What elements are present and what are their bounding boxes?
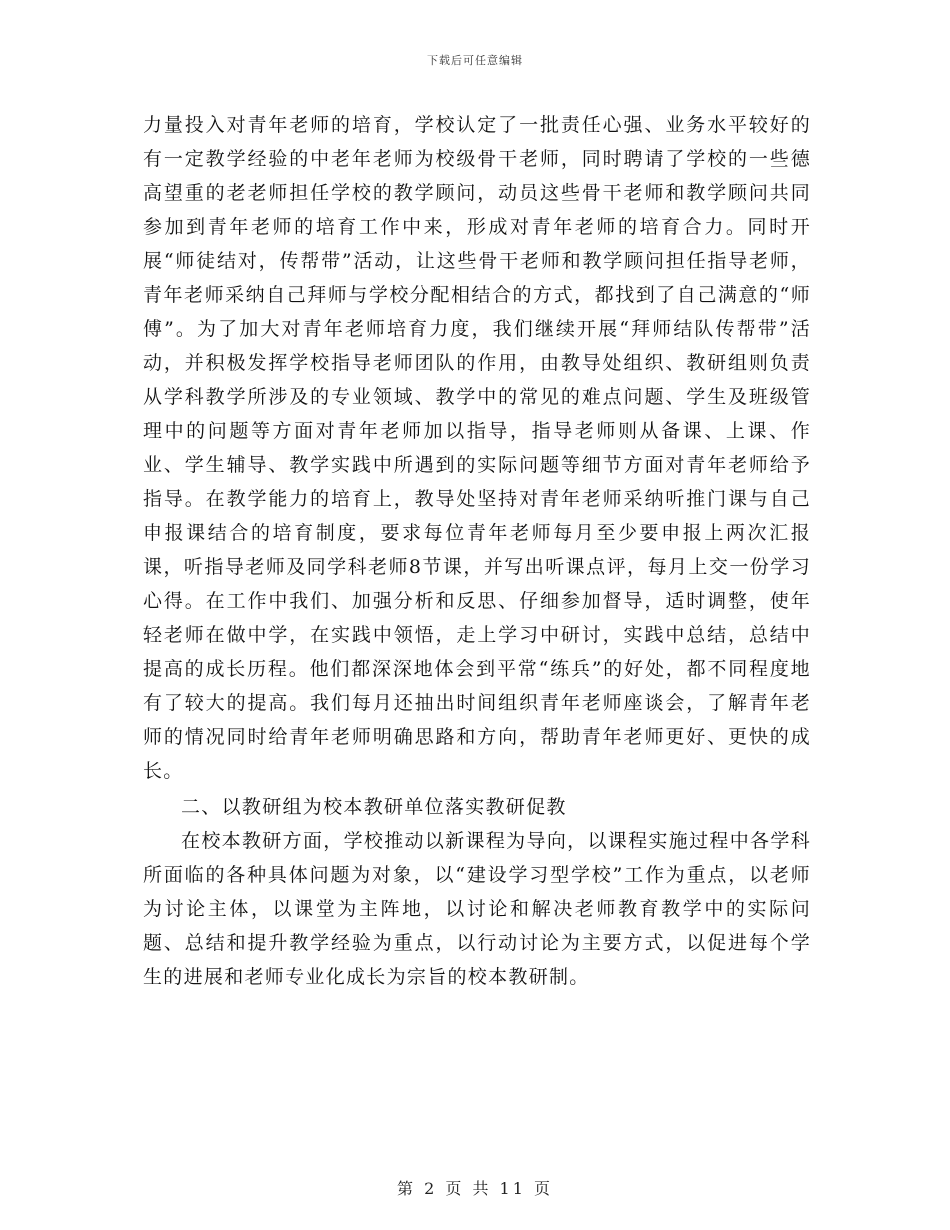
body-paragraph-1: 力量投入对青年老师的培育，学校认定了一批责任心强、业务水平较好的有一定教学经验的中老年老师为校级骨干老师，同时聘请了学校的一些德高望重的老老师担任学校的教学顾问，动员这些骨干老师和教学顾问共同参加到青年老师的培育工作中来，形成对青年老师的培育合力。同时开展“师徒结对，传帮带”活动，让这些骨干老师和教学顾问担任指导老师，青年老师采纳自己拜师与学校分配相结合的方式，都找到了自己满意的“师傅”。为了加大对青年老师培育力度，我们继续开展“拜师结队传帮带”活动，并积极发挥学校指导老师团队的作用，由教导处组织、教研组则负责从学科教学所涉及的专业领域、教学中的常见的难点问题、学生及班级管理中的问题等方面对青年老师加以指导，指导老师则从备课、上课、作业、学生辅导、教学实践中所遇到的实际问题等细节方面对青年老师给予指导。在教学能力的培育上，教导处坚持对青年老师采纳听推门课与自己申报课结合的培育制度，要求每位青年老师每月至少要申报上两次汇报课，听指导老师及同学科老师8节课，并写出听课点评，每月上交一份学习心得。在工作中我们、加强分析和反思、仔细参加督导，适时调整，使年轻老师在做中学，在实践中领悟，走上学习中研讨，实践中总结，总结中提高的成长历程。他们都深深地体会到平常“练兵”的好处，都不同程度地有了较大的提高。我们每月还抽出时间组织青年老师座谈会，了解青年老师的情况同时给青年老师明确思路和方向，帮助青年老师更好、更快的成长。 xyxy=(143,114,811,782)
document-body xyxy=(143,108,811,994)
page-header: 下载后可任意编辑 xyxy=(427,54,523,67)
page-footer: 第 2 页 共 11 页 xyxy=(397,1179,553,1198)
section-heading-2: 二、以教研组为校本教研单位落实教研促教 xyxy=(181,796,567,818)
body-paragraph-2: 在校本教研方面，学校推动以新课程为导向，以课程实施过程中各学科所面临的各种具体问题为对象，以“建设学习型学校”工作为重点，以老师为讨论主体，以课堂为主阵地，以讨论和解决老师教育教学中的实际问题、总结和提升教学经验为重点，以行动讨论为主要方式，以促进每个学生的进展和老师专业化成长为宗旨的校本教研制。 xyxy=(143,830,811,988)
